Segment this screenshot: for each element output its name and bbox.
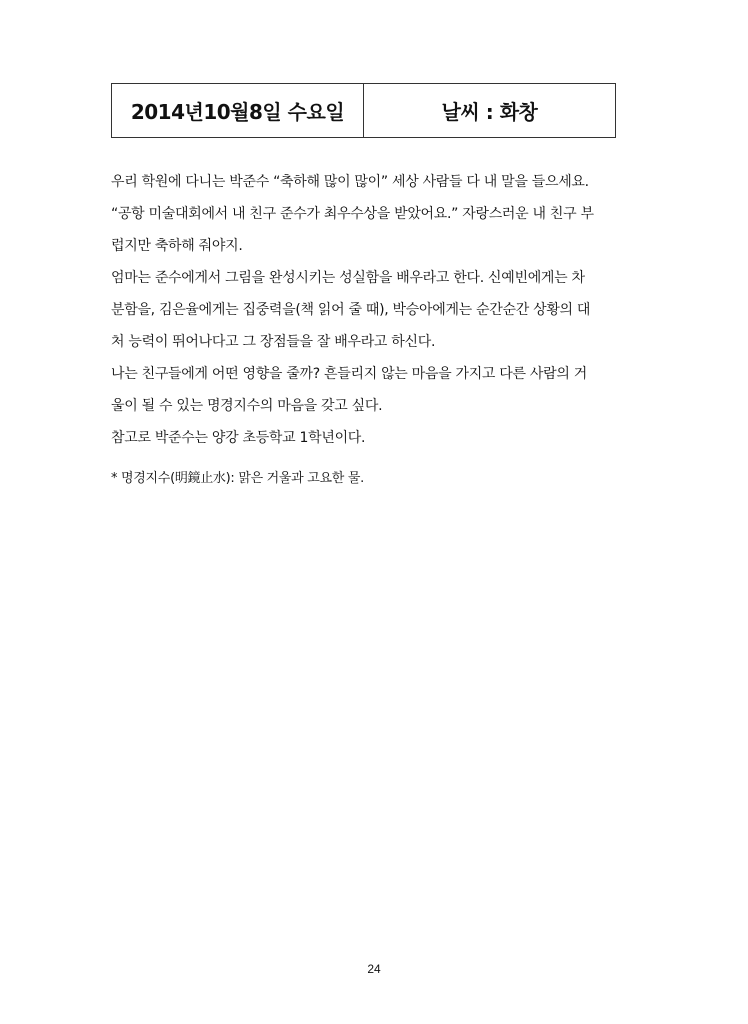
body-line: 엄마는 준수에게서 그림을 완성시키는 성실함을 배우라고 한다. 신예빈에게는 차 [111,270,585,286]
body-line: 나는 친구들에게 어떤 영향을 줄까? 흔들리지 않는 마음을 가지고 다른 사람의 거 [111,366,587,382]
diary-body [111,166,621,454]
body-line: “공항 미술대회에서 내 친구 준수가 최우수상을 받았어요.” 자랑스러운 내 친구 부 [111,206,594,222]
body-line: 분함을, 김은율에게는 집중력을(책 읽어 줄 때), 박승아에게는 순간순간 상황의 대 [111,302,591,318]
body-line: 럽지만 축하해 줘야지. [111,238,243,254]
diary-date: 2014년10월8일 수요일 [112,84,364,137]
body-line: 울이 될 수 있는 명경지수의 마음을 갖고 싶다. [111,398,383,414]
diary-weather: 날씨 : 화창 [441,100,538,124]
page-number: 24 [367,962,381,976]
body-line: 참고로 박준수는 양강 초등학교 1학년이다. [111,430,366,446]
footnote: * 명경지수(明鏡止水): 맑은 거울과 고요한 물. [111,471,364,486]
body-line: 처 능력이 뛰어나다고 그 장점들을 잘 배우라고 하신다. [111,334,436,350]
body-line: 우리 학원에 다니는 박준수 “축하해 많이 많이” 세상 사람들 다 내 말을 들으세요. [111,174,589,190]
diary-header-table [111,83,616,138]
